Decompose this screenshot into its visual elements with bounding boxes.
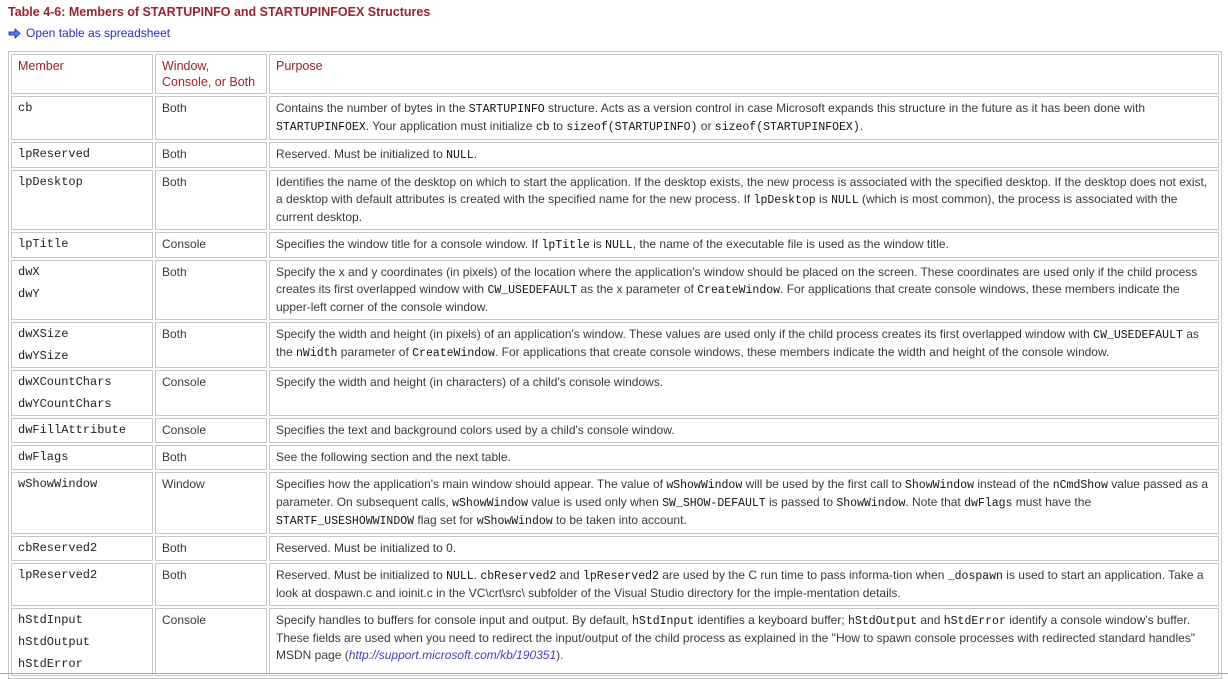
member-name: hStdError: [18, 657, 83, 671]
inline-code: _dospawn: [947, 570, 1003, 583]
purpose-cell: Identifies the name of the desktop on which to start the application. If the desktop exists, the new process is associated with the specified desktop. If the desktop does not exist, a desktop with default attributes is created with the specified name for the new process. If lpDesktop is NULL (which is most common), the process is associated with the current desktop.: [269, 170, 1219, 230]
inline-code: cb: [535, 121, 550, 134]
scope-cell: Both: [155, 170, 267, 230]
purpose-cell: Specifies how the application's main window should appear. The value of wShowWindow will be used by the first call to ShowWindow instead of the nCmdShow value passed as a parameter. On subsequent calls, wShowWindow value is used only when SW_SHOW-DEFAULT is passed to ShowWindow. Note that dwFlags must have the STARTF_USESHOWWINDOW flag set for wShowWindow to be taken into account.: [269, 472, 1219, 534]
table-row: [11, 472, 1219, 534]
inline-code: hStdOutput: [848, 615, 918, 628]
member-cell: [11, 445, 153, 470]
inline-code: wShowWindow: [476, 515, 553, 528]
inline-code: NULL: [446, 149, 474, 162]
table-row: [11, 608, 1219, 676]
inline-code: lpTitle: [541, 239, 590, 252]
scope-cell: Both: [155, 563, 267, 606]
scope-cell: Both: [155, 260, 267, 320]
member-name: lpTitle: [18, 237, 69, 251]
inline-code: NULL: [831, 194, 859, 207]
purpose-cell: Reserved. Must be initialized to NULL. cbReserved2 and lpReserved2 are used by the C run time to pass informa-tion when _dospawn is used to start an application. Take a look at dospawn.c and ioinit.c in the VC\crt\src\ subfolder of the Visual Studio directory for the imple-mentation details.: [269, 563, 1219, 606]
purpose-cell: Specifies the text and background colors used by a child's console window.: [269, 418, 1219, 443]
table-row: [11, 232, 1219, 258]
inline-code: lpReserved2: [583, 570, 659, 583]
purpose-cell: Specifies the window title for a console window. If lpTitle is NULL, the name of the executable file is used as the window title.: [269, 232, 1219, 258]
member-cell: [11, 472, 153, 534]
purpose-cell: Contains the number of bytes in the STARTUPINFO structure. Acts as a version control in case Microsoft expands this structure in the future as it has been done with STARTUPINFOEX. Your application must initialize cb to sizeof(STARTUPINFO) or sizeof(STARTUPINFOEX).: [269, 96, 1219, 140]
table-row: [11, 536, 1219, 561]
startupinfo-members-table: [8, 51, 1222, 679]
member-name: lpReserved: [18, 147, 91, 161]
member-cell: [11, 608, 153, 676]
inline-code: CW_USEDEFAULT: [487, 284, 578, 297]
member-name: dwYSize: [18, 349, 69, 363]
member-cell: [11, 536, 153, 561]
inline-code: ShowWindow: [904, 479, 974, 492]
member-name: dwFlags: [18, 450, 69, 464]
inline-code: hStdInput: [632, 615, 695, 628]
header-member: Member: [11, 54, 153, 94]
inline-code: hStdError: [943, 615, 1006, 628]
member-cell: [11, 170, 153, 230]
scope-cell: Console: [155, 232, 267, 258]
inline-code: STARTUPINFOEX: [276, 121, 366, 134]
table-row: [11, 260, 1219, 320]
member-name: lpDesktop: [18, 175, 83, 189]
inline-code: STARTUPINFO: [468, 103, 545, 116]
member-cell: [11, 96, 153, 140]
header-scope: Window, Console, or Both: [155, 54, 267, 94]
purpose-cell: Specify the width and height (in pixels) of an application's window. These values are used only if the child process creates its first overlapped window with CW_USEDEFAULT as the nWidth parameter of CreateWindow. For applications that create console windows, these members indicate the width and height of the console window.: [269, 322, 1219, 368]
member-cell: [11, 322, 153, 368]
scope-cell: Both: [155, 142, 267, 168]
member-name: cb: [18, 101, 33, 115]
member-name: hStdInput: [18, 613, 83, 627]
member-name: dwFillAttribute: [18, 423, 127, 437]
member-cell: [11, 142, 153, 168]
inline-code: CW_USEDEFAULT: [1093, 329, 1183, 342]
member-name: dwXCountChars: [18, 375, 112, 389]
inline-code: wShowWindow: [452, 497, 529, 510]
inline-code: NULL: [446, 570, 474, 583]
open-spreadsheet-label: Open table as spreadsheet: [26, 26, 171, 40]
inline-code: sizeof(STARTUPINFOEX): [714, 121, 860, 134]
scope-cell: Both: [155, 96, 267, 140]
inline-code: cbReserved2: [480, 570, 557, 583]
table-row: [11, 322, 1219, 368]
member-cell: [11, 260, 153, 320]
member-cell: [11, 232, 153, 258]
inline-code: SW_SHOW-DEFAULT: [662, 497, 766, 510]
table-row: [11, 445, 1219, 470]
table-row: [11, 418, 1219, 443]
inline-code: CreateWindow: [697, 284, 781, 297]
member-cell: [11, 563, 153, 606]
header-purpose: Purpose: [269, 54, 1219, 94]
purpose-cell: Specify handles to buffers for console input and output. By default, hStdInput identifies a keyboard buffer; hStdOutput and hStdError identify a console window's buffer. These fields are used when you need to redirect the input/output of the child process as explained in the "How to spawn console processes with redirected standard handles" MSDN page (http://support.microsoft.com/kb/190351).: [269, 608, 1219, 676]
inline-code: dwFlags: [964, 497, 1013, 510]
table-row: [11, 370, 1219, 416]
table-row: [11, 170, 1219, 230]
member-name: dwXSize: [18, 327, 69, 341]
table-header: [11, 54, 1219, 94]
inline-code: CreateWindow: [412, 347, 495, 360]
table-header-row: [11, 54, 1219, 94]
member-cell: [11, 370, 153, 416]
inline-code: wShowWindow: [666, 479, 743, 492]
member-name: dwY: [18, 287, 40, 301]
member-name: hStdOutput: [18, 635, 91, 649]
member-name: wShowWindow: [18, 477, 98, 491]
arrow-right-icon: [8, 28, 21, 39]
inline-code: NULL: [605, 239, 633, 252]
scope-cell: Window: [155, 472, 267, 534]
inline-code: nCmdShow: [1052, 479, 1108, 492]
scope-cell: Console: [155, 608, 267, 676]
scope-cell: Console: [155, 370, 267, 416]
member-name: dwX: [18, 265, 40, 279]
purpose-cell: Reserved. Must be initialized to 0.: [269, 536, 1219, 561]
scope-cell: Both: [155, 445, 267, 470]
inline-code: STARTF_USESHOWWINDOW: [276, 515, 415, 528]
table-row: [11, 96, 1219, 140]
inline-code: ShowWindow: [836, 497, 906, 510]
table-row: [11, 563, 1219, 606]
member-name: dwYCountChars: [18, 397, 112, 411]
table-body: [11, 96, 1219, 676]
purpose-cell: Specify the width and height (in characters) of a child's console windows.: [269, 370, 1219, 416]
inline-code: lpDesktop: [753, 194, 816, 207]
member-cell: [11, 418, 153, 443]
table-row: [11, 142, 1219, 168]
member-name: lpReserved2: [18, 568, 98, 582]
member-name: cbReserved2: [18, 541, 98, 555]
kb-article-link[interactable]: http://support.microsoft.com/kb/190351: [348, 648, 557, 662]
page-title: Table 4-6: Members of STARTUPINFO and STARTUPINFOEX Structures: [8, 5, 431, 19]
window-bottom-edge: [0, 673, 1228, 674]
inline-code: nWidth: [296, 347, 338, 360]
purpose-cell: Specify the x and y coordinates (in pixels) of the location where the application's window should be placed on the screen. These coordinates are used only if the child process creates its first overlapped window with CW_USEDEFAULT as the x parameter of CreateWindow. For applications that create console windows, these members indicate the upper-left corner of the console window.: [269, 260, 1219, 320]
scope-cell: Both: [155, 322, 267, 368]
purpose-cell: Reserved. Must be initialized to NULL.: [269, 142, 1219, 168]
purpose-cell: See the following section and the next table.: [269, 445, 1219, 470]
open-spreadsheet-link[interactable]: [8, 26, 1222, 40]
scope-cell: Both: [155, 536, 267, 561]
inline-code: sizeof(STARTUPINFO): [566, 121, 698, 134]
scope-cell: Console: [155, 418, 267, 443]
